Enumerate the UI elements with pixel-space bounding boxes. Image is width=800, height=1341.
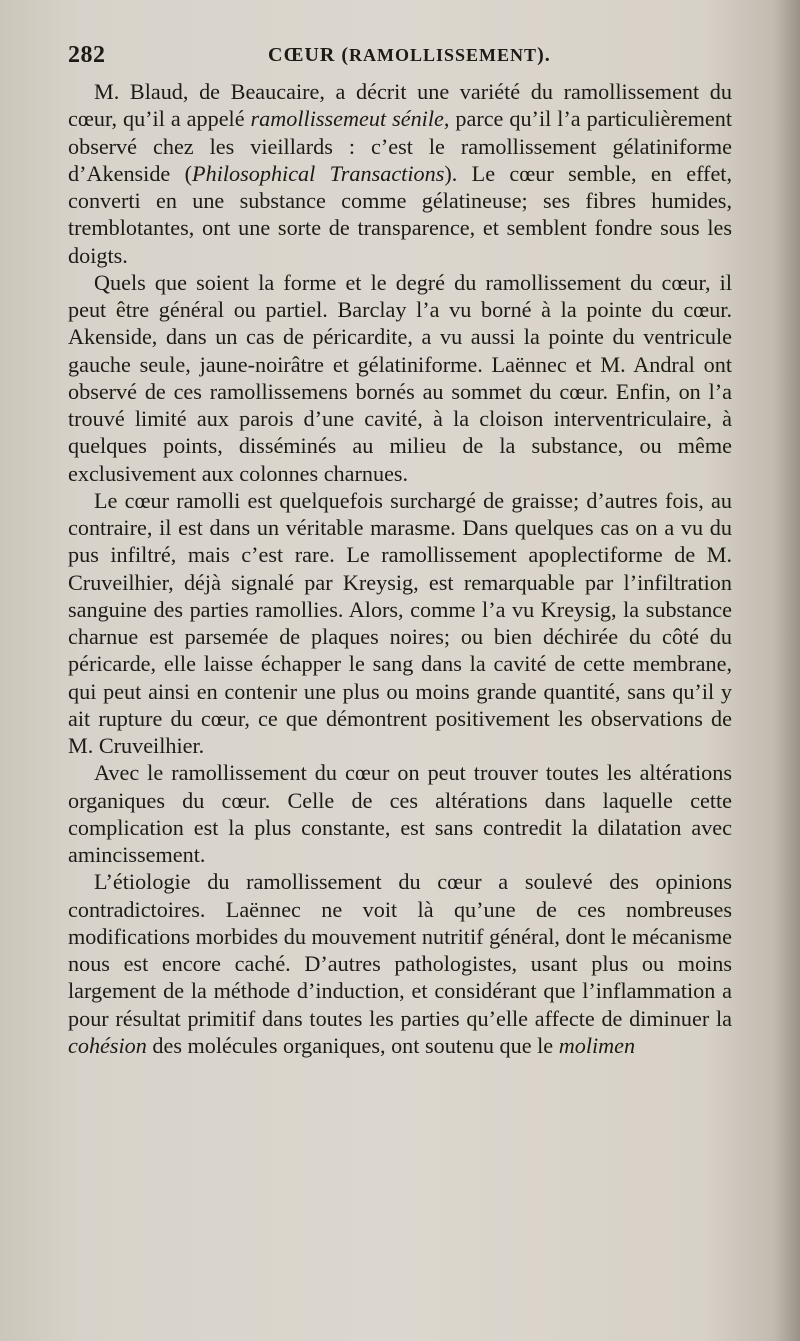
running-title-sub: RAMOLLISSEMENT [349,45,538,65]
italic-run: ramollissemeut sénile [250,106,444,132]
page-number: 282 [68,42,106,68]
text-run: des molécules organiques, ont soutenu que le [146,1032,559,1058]
running-title-paren-open: ( [335,44,350,66]
paragraph [68,487,732,760]
italic-run: molimen [558,1032,636,1058]
text-run: , parce qu’il l’a particulièrement observé chez les vieillards : c’est le ramollissement gélatiniforme d’Akenside ( [68,106,732,186]
running-title [268,44,551,67]
text-run: M. Blaud, de Beaucaire, a décrit une variété du ramollissement du cœur, qu’il a appelé [68,79,732,132]
page-edge-shadow [774,0,800,1341]
italic-run: Philosophical Transactions [192,160,445,186]
italic-run: cohésion [68,1032,147,1058]
text-run: Le cœur ramolli est quelquefois surchargé de graisse; d’autres fois, au contraire, il est dans un véritable marasme. Dans quelques cas on a vu du pus infiltré, mais c’est rare. Le ramollissement apoplectiforme de M. Cruveilhier, déjà signalé par Kreysig, est remarquable par l’infiltration sanguine des parties ramollies. Alors, comme l’a vu Kreysig, la substance charnue est parsemée de plaques noires; ou bien déchirée du côté du péricarde, elle laisse échapper le sang dans la cavité de cette membrane, qui peut ainsi en contenir une plus ou moins grande quantité, sans qu’il y ait rupture du cœur, ce que démontrent positivement les observations de M. Cruveilhier. [68,487,732,758]
running-header [68,42,730,74]
text-run: L’étiologie du ramollissement du cœur a soulevé des opinions contradictoires. Laënnec ne voit là qu’une de ces nombreuses modifications morbides du mouvement nutritif général, dont le mécanisme nous est encore caché. D’autres pathologistes, usant plus ou moins largement de la méthode d’induction, et considérant que l’inflammation a pour résultat primitif dans toutes les parties qu’elle affecte de diminuer la [68,869,732,1031]
paragraph [68,759,732,868]
paragraph [68,868,732,1059]
running-title-paren-close: ). [537,44,551,66]
text-run: Quels que soient la forme et le degré du ramollissement du cœur, il peut être général ou partiel. Barclay l’a vu borné à la pointe du cœur. Akenside, dans un cas de péricardite, a vu aussi la pointe du ventricule gauche seule, jaune-noirâtre et gélatiniforme. Laënnec et M. Andral ont observé de ces ramollissemens bornés au sommet du cœur. Enfin, on l’a trouvé limité aux parois d’une cavité, à la cloison interventriculaire, à quelques points, disséminés au milieu de la substance, ou même exclusivement aux colonnes charnues. [68,269,732,486]
text-run: Avec le ramollissement du cœur on peut trouver toutes les altérations organiques du cœur. Celle de ces altérations dans laquelle cette complication est la plus constante, est sans contredit la dilatation avec amincissement. [68,760,732,867]
body-text [68,78,732,1059]
running-title-main: CŒUR [268,44,336,66]
paragraph [68,269,732,487]
text-run: ). Le cœur semble, en effet, converti en une substance comme gélatineuse; ses fibres humides, tremblotantes, ont une sorte de transparence, et semblent fondre sous les doigts. [68,160,733,268]
paragraph [68,78,732,269]
